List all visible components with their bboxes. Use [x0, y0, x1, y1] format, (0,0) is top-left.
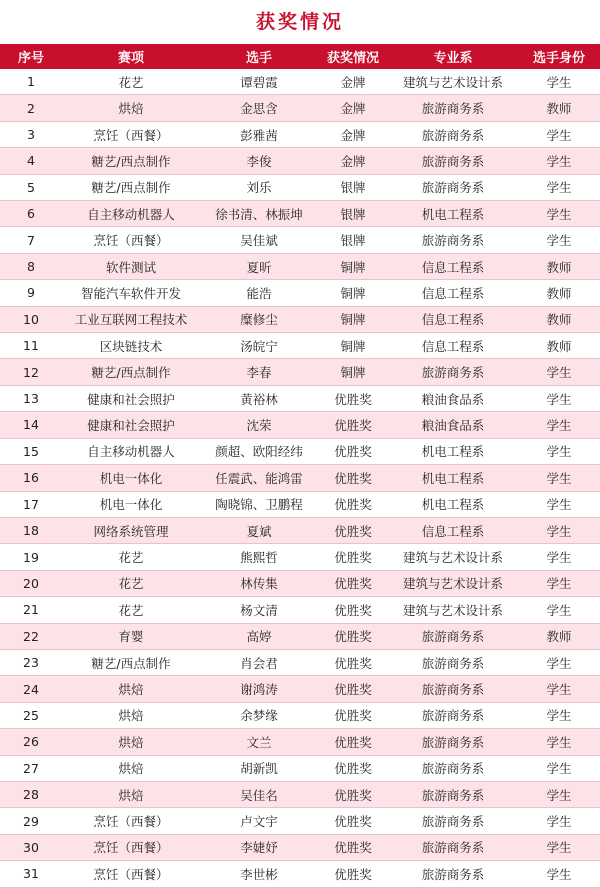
cell-award: 优胜奖 — [318, 465, 388, 491]
cell-contestant: 颜超、欧阳经纬 — [200, 438, 318, 464]
cell-index: 31 — [0, 861, 62, 887]
cell-index: 27 — [0, 755, 62, 781]
cell-identity: 学生 — [518, 702, 600, 728]
cell-index: 19 — [0, 544, 62, 570]
cell-identity: 学生 — [518, 676, 600, 702]
cell-index: 2 — [0, 95, 62, 121]
table-row — [0, 201, 600, 227]
page-title: 获奖情况 — [255, 11, 344, 33]
cell-department: 机电工程系 — [388, 491, 518, 517]
cell-event: 烘焙 — [62, 95, 200, 121]
table-row — [0, 755, 600, 781]
table-row — [0, 280, 600, 306]
cell-contestant: 徐书清、林振坤 — [200, 201, 318, 227]
awards-table — [0, 44, 600, 888]
cell-contestant: 熊熙哲 — [200, 544, 318, 570]
cell-contestant: 杨文清 — [200, 597, 318, 623]
table-row — [0, 438, 600, 464]
cell-event: 烘焙 — [62, 729, 200, 755]
cell-identity: 学生 — [518, 174, 600, 200]
cell-event: 自主移动机器人 — [62, 438, 200, 464]
cell-event: 机电一体化 — [62, 465, 200, 491]
cell-contestant: 能浩 — [200, 280, 318, 306]
cell-identity: 学生 — [518, 781, 600, 807]
cell-event: 智能汽车软件开发 — [62, 280, 200, 306]
cell-award: 优胜奖 — [318, 676, 388, 702]
table-row — [0, 676, 600, 702]
cell-identity: 学生 — [518, 438, 600, 464]
cell-contestant: 刘乐 — [200, 174, 318, 200]
cell-contestant: 李俊 — [200, 148, 318, 174]
cell-event: 网络系统管理 — [62, 517, 200, 543]
cell-award: 金牌 — [318, 95, 388, 121]
cell-department: 旅游商务系 — [388, 148, 518, 174]
cell-department: 旅游商务系 — [388, 121, 518, 147]
cell-contestant: 夏斌 — [200, 517, 318, 543]
cell-award: 银牌 — [318, 174, 388, 200]
cell-identity: 学生 — [518, 755, 600, 781]
table-row — [0, 861, 600, 887]
cell-contestant: 黄裕林 — [200, 385, 318, 411]
cell-identity: 教师 — [518, 280, 600, 306]
cell-department: 旅游商务系 — [388, 729, 518, 755]
cell-contestant: 谢鸿涛 — [200, 676, 318, 702]
cell-department: 旅游商务系 — [388, 95, 518, 121]
cell-award: 铜牌 — [318, 306, 388, 332]
table-row — [0, 174, 600, 200]
cell-event: 糖艺/西点制作 — [62, 148, 200, 174]
table-row — [0, 148, 600, 174]
table-row — [0, 385, 600, 411]
cell-identity: 学生 — [518, 729, 600, 755]
cell-department: 信息工程系 — [388, 280, 518, 306]
table-row — [0, 570, 600, 596]
cell-award: 银牌 — [318, 201, 388, 227]
cell-identity: 学生 — [518, 834, 600, 860]
cell-award: 优胜奖 — [318, 491, 388, 517]
cell-identity: 学生 — [518, 148, 600, 174]
cell-identity: 教师 — [518, 623, 600, 649]
cell-index: 5 — [0, 174, 62, 200]
cell-event: 区块链技术 — [62, 333, 200, 359]
cell-event: 糖艺/西点制作 — [62, 649, 200, 675]
cell-award: 优胜奖 — [318, 517, 388, 543]
cell-department: 旅游商务系 — [388, 174, 518, 200]
header-identity: 选手身份 — [518, 44, 600, 69]
cell-department: 建筑与艺术设计系 — [388, 544, 518, 570]
cell-award: 优胜奖 — [318, 755, 388, 781]
cell-index: 22 — [0, 623, 62, 649]
cell-index: 6 — [0, 201, 62, 227]
table-row — [0, 834, 600, 860]
cell-identity: 学生 — [518, 385, 600, 411]
header-index: 序号 — [0, 44, 62, 69]
table-row — [0, 491, 600, 517]
cell-contestant: 文兰 — [200, 729, 318, 755]
cell-index: 10 — [0, 306, 62, 332]
cell-identity: 学生 — [518, 517, 600, 543]
cell-identity: 学生 — [518, 201, 600, 227]
cell-contestant: 李婕妤 — [200, 834, 318, 860]
cell-contestant: 吴佳名 — [200, 781, 318, 807]
table-row — [0, 517, 600, 543]
cell-contestant: 糜修尘 — [200, 306, 318, 332]
cell-department: 旅游商务系 — [388, 676, 518, 702]
cell-event: 花艺 — [62, 544, 200, 570]
cell-identity: 学生 — [518, 861, 600, 887]
cell-contestant: 彭雅茜 — [200, 121, 318, 147]
cell-award: 优胜奖 — [318, 438, 388, 464]
cell-award: 优胜奖 — [318, 385, 388, 411]
cell-department: 信息工程系 — [388, 517, 518, 543]
cell-contestant: 高婷 — [200, 623, 318, 649]
cell-award: 优胜奖 — [318, 597, 388, 623]
cell-index: 21 — [0, 597, 62, 623]
cell-award: 金牌 — [318, 69, 388, 95]
cell-contestant: 任震武、能鸿雷 — [200, 465, 318, 491]
table-row — [0, 69, 600, 95]
cell-contestant: 余梦缘 — [200, 702, 318, 728]
cell-event: 健康和社会照护 — [62, 385, 200, 411]
cell-event: 烘焙 — [62, 781, 200, 807]
cell-award: 优胜奖 — [318, 702, 388, 728]
cell-index: 17 — [0, 491, 62, 517]
cell-award: 优胜奖 — [318, 781, 388, 807]
cell-event: 烹饪（西餐） — [62, 861, 200, 887]
cell-index: 13 — [0, 385, 62, 411]
table-row — [0, 253, 600, 279]
cell-department: 旅游商务系 — [388, 834, 518, 860]
cell-department: 建筑与艺术设计系 — [388, 597, 518, 623]
cell-department: 旅游商务系 — [388, 623, 518, 649]
header-department: 专业系 — [388, 44, 518, 69]
cell-identity: 学生 — [518, 121, 600, 147]
cell-department: 旅游商务系 — [388, 227, 518, 253]
cell-identity: 学生 — [518, 227, 600, 253]
cell-award: 优胜奖 — [318, 861, 388, 887]
cell-department: 建筑与艺术设计系 — [388, 570, 518, 596]
cell-contestant: 胡新凯 — [200, 755, 318, 781]
cell-department: 粮油食品系 — [388, 385, 518, 411]
cell-department: 机电工程系 — [388, 438, 518, 464]
cell-index: 18 — [0, 517, 62, 543]
cell-identity: 教师 — [518, 253, 600, 279]
cell-contestant: 夏昕 — [200, 253, 318, 279]
cell-index: 8 — [0, 253, 62, 279]
cell-index: 23 — [0, 649, 62, 675]
cell-award: 铜牌 — [318, 359, 388, 385]
cell-event: 健康和社会照护 — [62, 412, 200, 438]
cell-contestant: 李世彬 — [200, 861, 318, 887]
table-row — [0, 649, 600, 675]
cell-event: 糖艺/西点制作 — [62, 174, 200, 200]
cell-department: 信息工程系 — [388, 333, 518, 359]
cell-identity: 学生 — [518, 465, 600, 491]
cell-index: 11 — [0, 333, 62, 359]
cell-award: 铜牌 — [318, 253, 388, 279]
cell-award: 金牌 — [318, 121, 388, 147]
cell-department: 旅游商务系 — [388, 755, 518, 781]
cell-index: 29 — [0, 808, 62, 834]
cell-identity: 学生 — [518, 808, 600, 834]
cell-award: 优胜奖 — [318, 412, 388, 438]
cell-award: 铜牌 — [318, 280, 388, 306]
cell-contestant: 沈荣 — [200, 412, 318, 438]
cell-event: 烹饪（西餐） — [62, 834, 200, 860]
cell-index: 4 — [0, 148, 62, 174]
cell-event: 花艺 — [62, 597, 200, 623]
cell-award: 优胜奖 — [318, 570, 388, 596]
cell-event: 烘焙 — [62, 755, 200, 781]
cell-event: 工业互联网工程技术 — [62, 306, 200, 332]
cell-department: 旅游商务系 — [388, 359, 518, 385]
table-row — [0, 729, 600, 755]
table-row — [0, 306, 600, 332]
table-row — [0, 412, 600, 438]
table-row — [0, 623, 600, 649]
table-header-row — [0, 44, 600, 69]
table-row — [0, 121, 600, 147]
cell-event: 机电一体化 — [62, 491, 200, 517]
cell-identity: 教师 — [518, 95, 600, 121]
cell-contestant: 谭碧霞 — [200, 69, 318, 95]
cell-event: 软件测试 — [62, 253, 200, 279]
cell-index: 16 — [0, 465, 62, 491]
cell-contestant: 肖会君 — [200, 649, 318, 675]
table-row — [0, 597, 600, 623]
cell-department: 信息工程系 — [388, 253, 518, 279]
cell-identity: 教师 — [518, 333, 600, 359]
cell-award: 优胜奖 — [318, 649, 388, 675]
cell-identity: 学生 — [518, 649, 600, 675]
cell-award: 金牌 — [318, 148, 388, 174]
table-row — [0, 333, 600, 359]
cell-index: 26 — [0, 729, 62, 755]
cell-contestant: 吴佳斌 — [200, 227, 318, 253]
cell-identity: 学生 — [518, 359, 600, 385]
cell-award: 优胜奖 — [318, 808, 388, 834]
cell-contestant: 金思含 — [200, 95, 318, 121]
cell-award: 优胜奖 — [318, 834, 388, 860]
table-row — [0, 808, 600, 834]
cell-index: 1 — [0, 69, 62, 95]
cell-identity: 学生 — [518, 597, 600, 623]
cell-department: 旅游商务系 — [388, 702, 518, 728]
cell-identity: 学生 — [518, 412, 600, 438]
cell-event: 糖艺/西点制作 — [62, 359, 200, 385]
cell-index: 28 — [0, 781, 62, 807]
header-event: 赛项 — [62, 44, 200, 69]
table-row — [0, 465, 600, 491]
table-row — [0, 702, 600, 728]
cell-event: 烹饪（西餐） — [62, 227, 200, 253]
cell-index: 3 — [0, 121, 62, 147]
table-row — [0, 227, 600, 253]
cell-department: 粮油食品系 — [388, 412, 518, 438]
table-row — [0, 781, 600, 807]
cell-award: 铜牌 — [318, 333, 388, 359]
cell-award: 优胜奖 — [318, 623, 388, 649]
cell-event: 烹饪（西餐） — [62, 121, 200, 147]
cell-identity: 教师 — [518, 306, 600, 332]
cell-identity: 学生 — [518, 491, 600, 517]
cell-index: 25 — [0, 702, 62, 728]
cell-department: 机电工程系 — [388, 201, 518, 227]
cell-index: 20 — [0, 570, 62, 596]
cell-index: 30 — [0, 834, 62, 860]
header-contestant: 选手 — [200, 44, 318, 69]
cell-department: 旅游商务系 — [388, 649, 518, 675]
cell-award: 银牌 — [318, 227, 388, 253]
cell-index: 14 — [0, 412, 62, 438]
cell-index: 24 — [0, 676, 62, 702]
cell-event: 花艺 — [62, 69, 200, 95]
cell-index: 12 — [0, 359, 62, 385]
cell-index: 15 — [0, 438, 62, 464]
cell-event: 烘焙 — [62, 702, 200, 728]
cell-contestant: 林传集 — [200, 570, 318, 596]
cell-event: 烘焙 — [62, 676, 200, 702]
cell-contestant: 汤皖宁 — [200, 333, 318, 359]
cell-award: 优胜奖 — [318, 544, 388, 570]
cell-event: 自主移动机器人 — [62, 201, 200, 227]
cell-identity: 学生 — [518, 69, 600, 95]
table-row — [0, 95, 600, 121]
cell-event: 花艺 — [62, 570, 200, 596]
cell-award: 优胜奖 — [318, 729, 388, 755]
cell-contestant: 陶晓锦、卫鹏程 — [200, 491, 318, 517]
cell-identity: 学生 — [518, 570, 600, 596]
cell-department: 信息工程系 — [388, 306, 518, 332]
cell-contestant: 卢文宇 — [200, 808, 318, 834]
table-row — [0, 544, 600, 570]
cell-identity: 学生 — [518, 544, 600, 570]
cell-event: 烹饪（西餐） — [62, 808, 200, 834]
cell-department: 旅游商务系 — [388, 861, 518, 887]
header-award: 获奖情况 — [318, 44, 388, 69]
cell-department: 旅游商务系 — [388, 808, 518, 834]
cell-event: 育婴 — [62, 623, 200, 649]
cell-department: 旅游商务系 — [388, 781, 518, 807]
table-row — [0, 359, 600, 385]
table-body — [0, 69, 600, 887]
cell-department: 建筑与艺术设计系 — [388, 69, 518, 95]
cell-index: 7 — [0, 227, 62, 253]
cell-contestant: 李春 — [200, 359, 318, 385]
cell-index: 9 — [0, 280, 62, 306]
cell-department: 机电工程系 — [388, 465, 518, 491]
